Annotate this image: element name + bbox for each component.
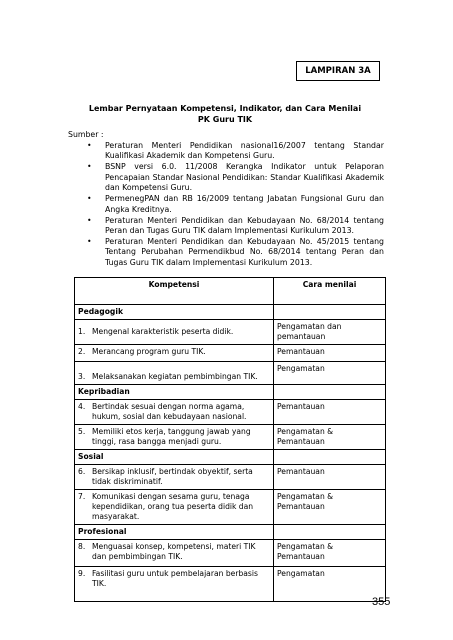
reference-item: • Peraturan Menteri Pendidikan nasional16/2007 tentang Standar Kualifikasi Akademik dan Kompetensi Guru. xyxy=(86,141,384,162)
assessment-method: Pemantauan xyxy=(274,345,386,362)
table-row xyxy=(75,345,386,362)
table-row xyxy=(75,320,386,345)
assessment-method: Pengamatan dan pemantauan xyxy=(274,320,386,345)
header-cara-menilai: Cara menilai xyxy=(274,278,386,305)
competency-text: Mengenal karakteristik peserta didik. xyxy=(92,327,234,336)
row-number: 5. xyxy=(78,427,86,436)
table-row xyxy=(75,465,386,490)
row-number: 4. xyxy=(78,402,86,411)
document-title: Lembar Pernyataan Kompetensi, Indikator, dan Cara Menilai xyxy=(88,104,362,113)
section-name: Pedagogik xyxy=(75,305,274,320)
reference-list xyxy=(86,141,384,269)
row-number: 7. xyxy=(78,492,86,501)
competency-text: Melaksanakan kegiatan pembimbingan TIK. xyxy=(92,372,258,381)
assessment-method: Pemantauan xyxy=(274,465,386,490)
row-number: 8. xyxy=(78,542,86,551)
assessment-method: Pengamatan xyxy=(274,567,386,602)
competency-text: Merancang program guru TIK. xyxy=(92,347,206,356)
section-row xyxy=(75,525,386,540)
competency-text: Menguasai konsep, kompetensi, materi TIK dan pembimbingan TIK. xyxy=(92,542,256,561)
row-number: 1. xyxy=(78,327,86,336)
table-header-row xyxy=(75,278,386,305)
assessment-method: Pemantauan xyxy=(274,400,386,425)
section-name: Profesional xyxy=(75,525,274,540)
table-row xyxy=(75,400,386,425)
sumber-label: Sumber : xyxy=(68,130,104,139)
assessment-method: Pengamatan & Pemantauan xyxy=(274,425,386,450)
reference-item: • PermenegPAN dan RB 16/2009 tentang Jabatan Fungsional Guru dan Angka Kreditnya. xyxy=(86,194,384,215)
section-name: Kepribadian xyxy=(75,385,274,400)
section-row xyxy=(75,305,386,320)
reference-item: • BSNP versi 6.0. 11/2008 Kerangka Indikator untuk Pelaporan Pencapaian Standar Nasional Pendidikan: Standar Kualifikasi Akademik dan Kompetensi Guru. xyxy=(86,162,384,193)
competency-text: Memiliki etos kerja, tanggung jawab yang tinggi, rasa bangga menjadi guru. xyxy=(92,427,251,446)
section-row xyxy=(75,450,386,465)
competency-text: Bertindak sesuai dengan norma agama, hukum, sosial dan kebudayaan nasional. xyxy=(92,402,247,421)
section-name: Sosial xyxy=(75,450,274,465)
row-number: 6. xyxy=(78,467,86,476)
table-row xyxy=(75,425,386,450)
lampiran-label: LAMPIRAN 3A xyxy=(296,61,380,81)
row-number: 9. xyxy=(78,569,86,578)
table-row xyxy=(75,567,386,602)
section-row xyxy=(75,385,386,400)
reference-item: • Peraturan Menteri Pendidikan dan Kebudayaan No. 68/2014 tentang Peran dan Tugas Guru TIK dalam Implementasi Kurikulum 2013. xyxy=(86,216,384,237)
competency-table xyxy=(74,277,386,602)
competency-text: Komunikasi dengan sesama guru, tenaga kependidikan, orang tua peserta didik dan masyarakat. xyxy=(92,492,254,521)
competency-text: Bersikap inklusif, bertindak obyektif, serta tidak diskriminatif. xyxy=(92,467,253,486)
assessment-method: Pengamatan xyxy=(274,362,386,385)
page-number: 355 xyxy=(372,596,391,608)
reference-item: • Peraturan Menteri Pendidikan dan Kebudayaan No. 45/2015 tentang Tentang Perubahan Permendikbud No. 68/2014 tentang Peran dan Tugas Guru TIK dalam Implementasi Kurikulum 2013. xyxy=(86,237,384,268)
assessment-method: Pengamatan & Pemantauan xyxy=(274,490,386,525)
table-row xyxy=(75,362,386,385)
document-subtitle: PK Guru TIK xyxy=(197,115,253,124)
row-number: 2. xyxy=(78,347,86,356)
header-kompetensi: Kompetensi xyxy=(75,278,274,305)
table-row xyxy=(75,540,386,567)
row-number: 3. xyxy=(78,372,86,381)
assessment-method: Pengamatan & Pemantauan xyxy=(274,540,386,567)
competency-text: Fasilitasi guru untuk pembelajaran berbasis TIK. xyxy=(92,569,258,588)
table-row xyxy=(75,490,386,525)
